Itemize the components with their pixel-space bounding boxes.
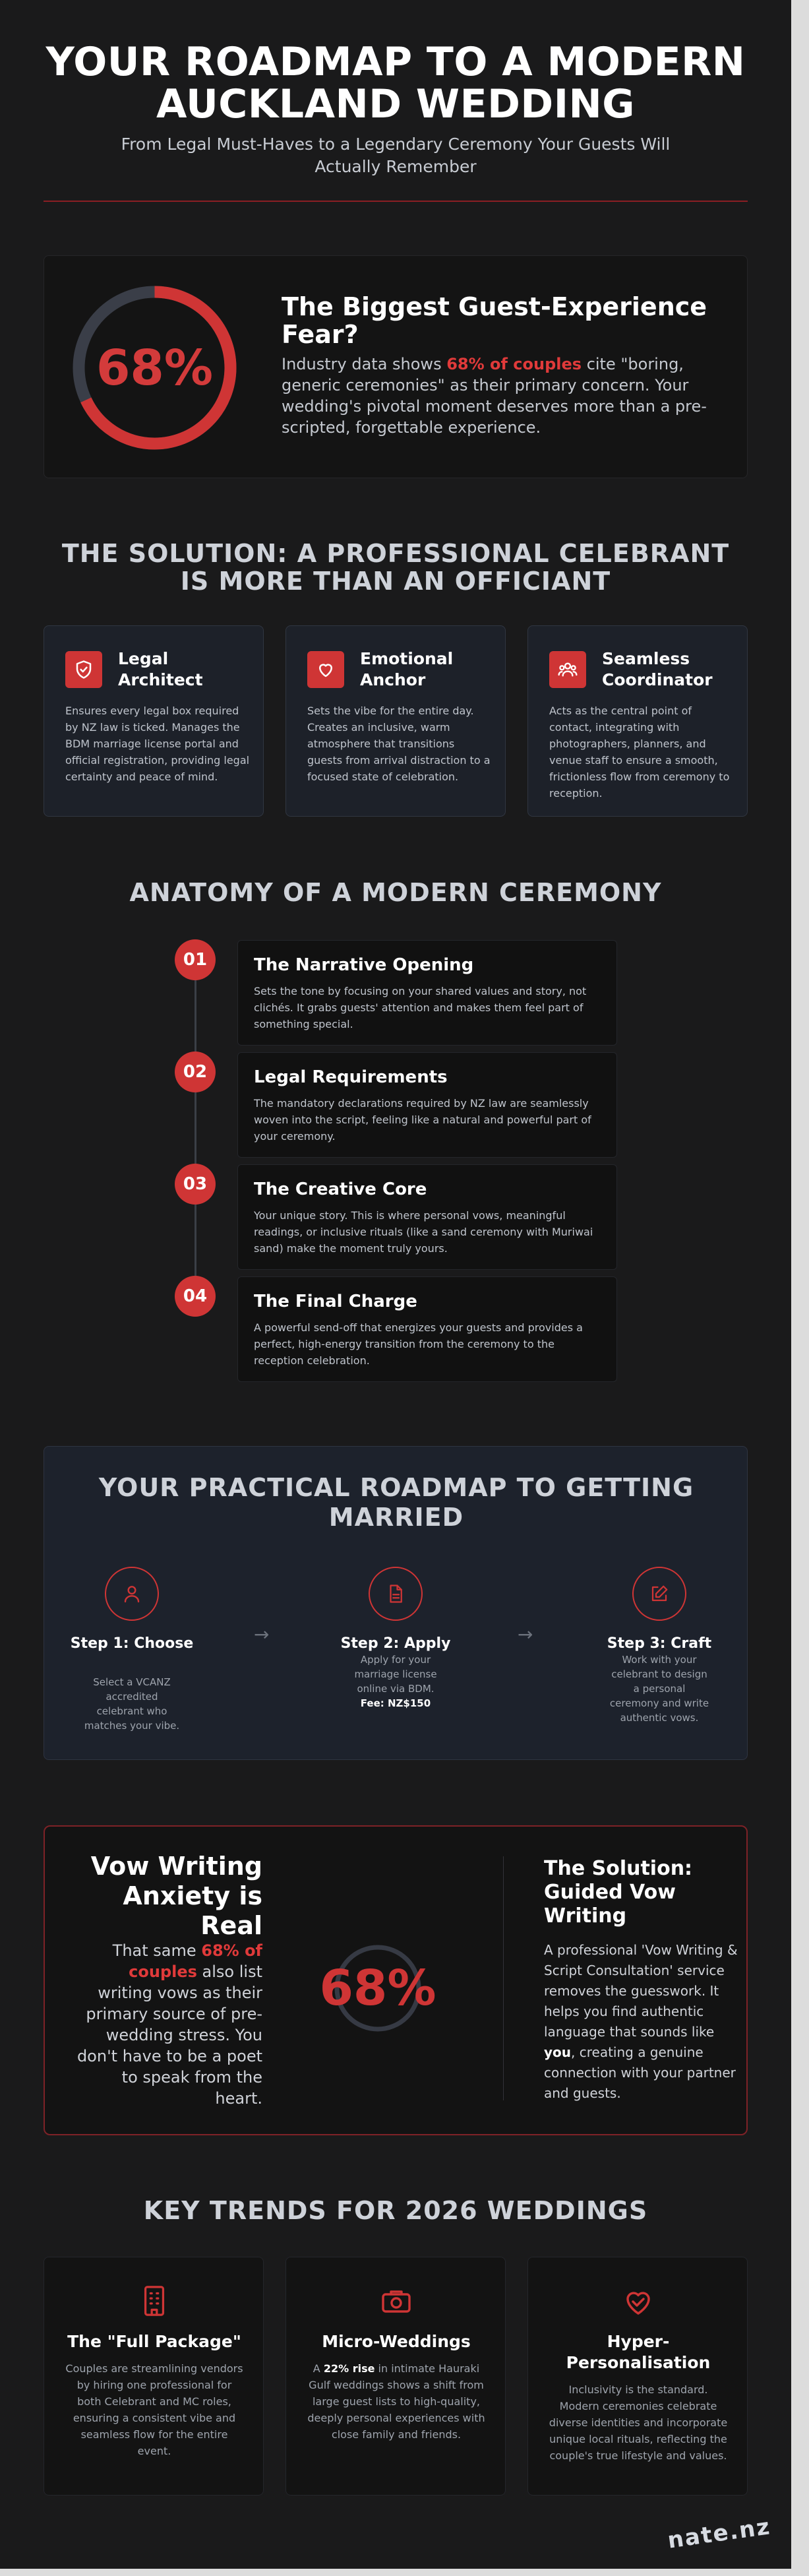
step-desc: Work with your celebrant to design a personal ceremony and write authentic vows. [609,1654,709,1724]
timeline-card [237,940,617,1046]
step-desc: Apply for your marriage license online via BDM. Fee: NZ$150 [346,1652,445,1711]
timeline-card-desc: Sets the tone by focusing on your shared values and story, not clichés. It grabs guests' attention and makes them feel part of something special. [254,985,587,1030]
trend-card-micro-weddings [285,2257,506,2496]
trend-card-hyper-personalisation [527,2257,748,2496]
person-icon [105,1567,159,1621]
title-line-2: AUCKLAND WEDDING [156,81,635,127]
timeline-number: 02 [175,1052,216,1092]
fear-section [44,255,748,478]
timeline-card [237,1276,617,1382]
timeline-card-desc: The mandatory declarations required by NZ law are seamlessly woven into the script, feeling like a natural and powerful part of your ceremony. [254,1097,591,1143]
people-icon [549,651,586,688]
building-icon [135,2281,174,2321]
trend-card-full-package [44,2257,264,2496]
roadmap-section [44,1446,748,1760]
anatomy-title: ANATOMY OF A MODERN CEREMONY [129,878,662,907]
timeline-card-name: Legal Requirements [254,1067,448,1087]
heart-hands-icon [618,2281,658,2321]
trend-name: Micro-Weddings [322,2332,471,2351]
edit-icon [632,1567,686,1621]
arrow-right-icon: → [254,1623,270,1645]
step-name: Step 2: Apply [340,1635,451,1652]
title-line-1: YOUR ROADMAP TO A MODERN [45,39,746,85]
trend-name: The "Full Package" [67,2332,241,2351]
trends-title: KEY TRENDS FOR 2026 WEDDINGS [143,2196,648,2225]
solution-card-name: Legal Architect [118,649,203,689]
subtitle-line-1: From Legal Must-Haves to a Legendary Ceremony Your Guests Will [121,135,671,154]
vow-section [44,1825,748,2135]
document-icon [369,1567,423,1621]
trend-desc: A 22% rise in intimate Hauraki Gulf weddings shows a shift from large guest lists to high-quality, deeply personal experiences with close family and friends. [307,2362,485,2441]
heart-icon [307,651,344,688]
vow-solution-body: A professional 'Vow Writing & Script Consultation' service removes the guesswork. It helps you find authentic language that sounds like you, creating a genuine connection with your partner and guests. [544,1942,738,2101]
roadmap-title: YOUR PRACTICAL ROADMAP TO GETTING MARRIED [98,1473,694,1532]
license-fee: Fee: NZ$150 [360,1697,431,1709]
page-subtitle [44,133,748,178]
subtitle-line-2: Actually Remember [315,157,477,176]
trend-name: Hyper-Personalisation [566,2332,711,2372]
timeline-number: 03 [175,1164,216,1205]
fear-body: Industry data shows 68% of couples cite "boring, generic ceremonies" as their primary concern. Your wedding's pivotal moment deserves more than a pre-scripted, forgettable experience. [282,355,707,437]
solution-card-desc: Acts as the central point of contact, integrating with photographers, planners, and venue staff to ensure a smooth, frictionless flow from ceremony to reception. [549,705,730,800]
timeline-card-desc: Your unique story. This is where personal vows, meaningful readings, or inclusive rituals (like a sand ceremony with Muriwai sand) make the moment truly yours. [254,1209,593,1255]
solution-card-desc: Ensures every legal box required by NZ law is ticked. Manages the BDM marriage license portal and official registration, providing legal certainty and peace of mind. [65,705,250,783]
vow-highlight: 68% of couples [129,1941,262,1981]
timeline-line [195,960,196,1296]
trend-desc: Inclusivity is the standard. Modern ceremonies celebrate diverse identities and incorporate unique local rituals, reflecting the couple's true lifestyle and values. [549,2383,728,2462]
fear-percent: 68% [96,339,214,396]
vow-title: Vow Writing Anxiety is Real [90,1852,262,1940]
timeline-number: 04 [175,1276,216,1317]
solution-title: THE SOLUTION: A PROFESSIONAL CELEBRANT IS MORE THAN AN OFFICIANT [61,539,730,596]
timeline-number: 01 [175,939,216,980]
timeline-card-name: The Final Charge [254,1292,417,1311]
fear-title: The Biggest Guest-Experience Fear? [282,292,707,349]
brand-logo: nate.nz [666,2513,773,2554]
solution-card-desc: Sets the vibe for the entire day. Creates an inclusive, warm atmosphere that transitions guests from arrival distraction to a focused state of celebration. [307,705,491,783]
step-name: Step 3: Craft [607,1635,712,1652]
vow-divider [503,1856,504,2100]
step-name: Step 1: Choose [70,1635,194,1652]
page-title [44,41,748,125]
solution-card-coordinator [527,625,748,817]
vow-percent: 68% [319,1960,436,2017]
arrow-right-icon: → [518,1623,533,1645]
solution-card-name: Emotional Anchor [360,649,454,689]
step-desc: Select a VCANZ accredited celebrant who matches your vibe. [84,1676,180,1732]
shield-check-icon [65,651,102,688]
solution-card-name: Seamless Coordinator [602,649,713,689]
fear-highlight: 68% of couples [446,355,582,373]
camera-icon [376,2281,416,2321]
timeline-card-name: The Creative Core [254,1179,427,1199]
trend-desc: Couples are streamlining vendors by hiring one professional for both Celebrant and MC roles, ensuring a consistent vibe and seamless flow for the entire event. [65,2362,243,2457]
vow-solution-title: The Solution: Guided Vow Writing [544,1857,693,1928]
timeline-card [237,1164,617,1270]
vow-stress-text: That same 68% of couples also list writing vows as their primary source of pre-wedding stress. You don't have to be a poet to speak from the heart. [76,1941,262,2108]
timeline-card-desc: A powerful send-off that energizes your guests and provides a perfect, high-energy transition from the ceremony to the reception celebration. [254,1321,583,1367]
solution-card-emotional [285,625,506,817]
timeline-card [237,1052,617,1158]
divider [44,201,748,202]
solution-card-legal [44,625,264,817]
timeline-card-name: The Narrative Opening [254,955,474,975]
